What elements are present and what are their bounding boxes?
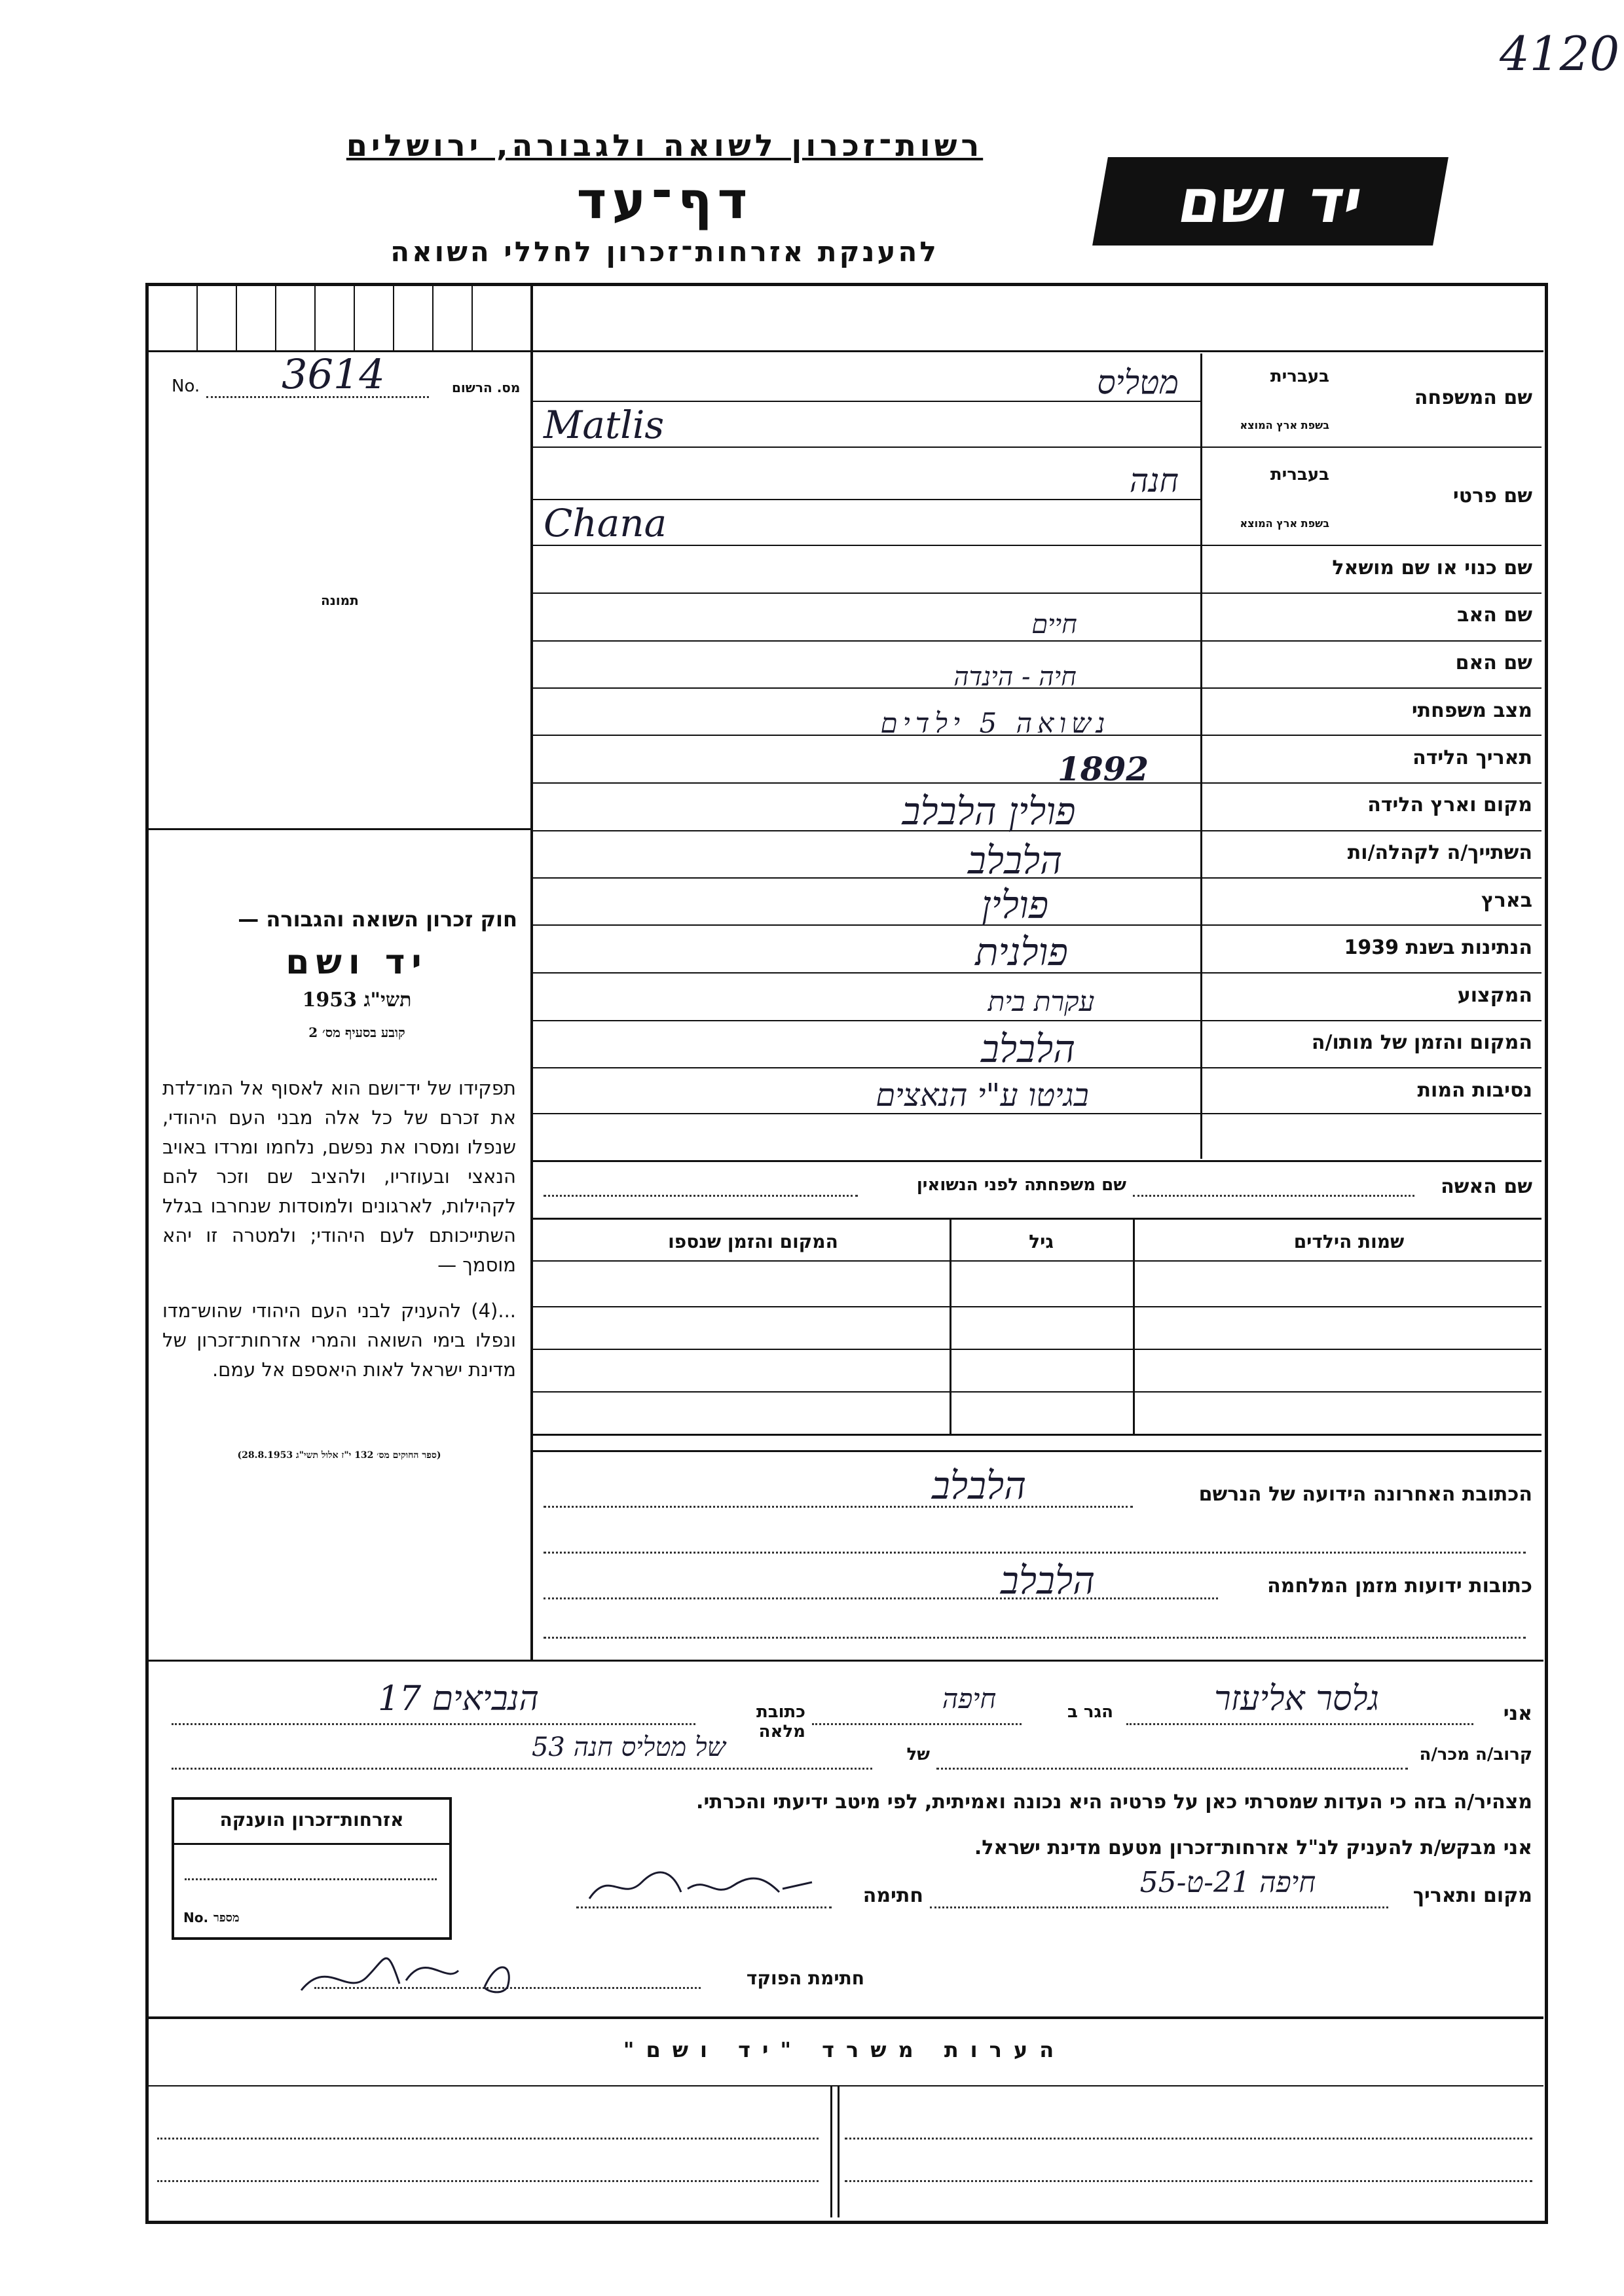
death-place-time-label: המקום והזמן של מותו/ה bbox=[1311, 1031, 1532, 1054]
of-label: של bbox=[906, 1745, 930, 1764]
form-title: דף־עד bbox=[576, 172, 753, 230]
first-name-hebrew-value: חנה bbox=[1129, 462, 1179, 500]
first-name-origin-sub: בשפת ארץ המוצא bbox=[1240, 517, 1329, 530]
corner-number: 4120 bbox=[1500, 26, 1620, 81]
office-notes-title: הערות משרד "יד ושם" bbox=[623, 2037, 1066, 2062]
citizenship-title: אזרחות־זכרון הוענקה bbox=[219, 1809, 404, 1831]
father-name-label: שם האב bbox=[1457, 604, 1532, 627]
family-name-label: שם המשפחה bbox=[1414, 386, 1532, 409]
law-year: תשי"ג 1953 bbox=[302, 989, 412, 1011]
nationality-label: הנתינות בשנת 1939 bbox=[1344, 936, 1532, 959]
children-death-header: המקום והזמן שנספו bbox=[668, 1231, 838, 1252]
law-footnote: (ספר החוקים מס׳ 132 י"ז אלול תשי"ג 28.8.1953) bbox=[237, 1450, 441, 1461]
birth-date-label: תאריך הלידה bbox=[1412, 746, 1532, 769]
logo-text: יד ושם bbox=[1173, 166, 1368, 236]
declarant-city-value: חיפה bbox=[942, 1683, 997, 1715]
last-address-label: הכתובת האחרונה הידועה של הנרשם bbox=[1198, 1483, 1532, 1506]
mother-name-value: חיה - הינדה bbox=[953, 662, 1077, 692]
marital-status-value: נשואה 5 ילדים bbox=[880, 707, 1111, 739]
law-title: חוק זכרון השואה והגבורה — bbox=[238, 907, 517, 932]
profession-label: המקצוע bbox=[1457, 984, 1532, 1007]
declarant-address-value: הנביאים 17 bbox=[377, 1679, 540, 1719]
father-name-value: חיים bbox=[1031, 610, 1077, 640]
birth-place-value: פולין הלבלב bbox=[902, 789, 1076, 833]
profession-value: עקרת בית bbox=[987, 985, 1095, 1017]
spouse-name-label: שם האשה bbox=[1441, 1175, 1532, 1198]
relative-value: של מטליס חנה 53 bbox=[531, 1732, 726, 1762]
nationality-value: פולנית bbox=[975, 930, 1068, 974]
relative-label: קרוב/ה מכר/ה bbox=[1419, 1745, 1532, 1764]
resides-label: הגר ב bbox=[1067, 1702, 1113, 1722]
citizenship-box bbox=[172, 1797, 452, 1940]
supervisor-signature-label: חתימת הפוקד bbox=[746, 1967, 864, 1989]
spouse-maiden-label: שם משפחתה לפני הנשואין bbox=[916, 1175, 1126, 1195]
citizenship-number-label: מספר bbox=[213, 1911, 240, 1925]
first-name-label: שם פרטי bbox=[1452, 484, 1532, 507]
form-subtitle: להענקת אזרחות־זכרון לחללי השואה bbox=[390, 236, 939, 268]
declaration-request: אני מבקש/ת להעניק לנ"ל אזרחות־זכרון מטעם מדינת ישראל. bbox=[974, 1836, 1532, 1859]
family-name-origin-sub: בשפת ארץ המוצא bbox=[1240, 419, 1329, 431]
law-text-1: תפקידו של יד־ושם הוא לאסוף אל המו־לדת את זכרם של כל אלה מבני העם היהודי, שנפלו ומסרו את נפשם, נלחמו ומרדו באויב הנאצי ובעוזריו, ולהציב שם וזכר להם לקהילות, לארגונים ולמוסדות שנחרבו בגלל השתייכותם לעם היהודי; ולמטרה זו יהא מוסמך — bbox=[162, 1077, 516, 1276]
community-label: השתייך/ה לקהלה/ות bbox=[1347, 841, 1532, 864]
law-section: קובע בסעיף מס׳ 2 bbox=[308, 1025, 405, 1040]
death-place-time-value: הלבלב bbox=[980, 1027, 1076, 1071]
declarant-signature bbox=[583, 1863, 819, 1908]
mother-name-label: שם האם bbox=[1455, 651, 1532, 674]
declarant-i-label: אני bbox=[1503, 1702, 1532, 1725]
community-value: הלבלב bbox=[967, 838, 1063, 883]
photo-label: תמונה bbox=[321, 592, 359, 608]
last-address-value: הלבלב bbox=[931, 1463, 1027, 1508]
family-name-hebrew-value: מטליס bbox=[1097, 363, 1179, 401]
place-date-value: חיפה 21-ט-55 bbox=[1139, 1866, 1316, 1899]
first-name-hebrew-sub: בעברית bbox=[1270, 465, 1329, 484]
signature-label: חתימה bbox=[862, 1884, 923, 1907]
law-text-2: ...(4) להעניק לבני העם היהודי שהוש־מדו ונפלו בימי השואה והמרי אזרחות־זכרון של מדינת ישראל לאות היאספם אל עמם. bbox=[162, 1300, 516, 1381]
children-age-header: גיל bbox=[1029, 1231, 1054, 1252]
place-date-label: מקום ותאריך bbox=[1412, 1884, 1532, 1907]
registration-number: 3614 bbox=[282, 350, 385, 398]
death-circumstances-label: נסיבות המות bbox=[1417, 1079, 1532, 1102]
marital-status-label: מצב משפחתי bbox=[1411, 699, 1532, 722]
death-circumstances-value: בגיטו ע"י הנאצים bbox=[876, 1077, 1089, 1114]
registration-label: מס. הרשום bbox=[452, 380, 521, 395]
law-name: יד ושם bbox=[286, 943, 428, 982]
full-address-label: כתובת מלאה bbox=[756, 1702, 805, 1741]
birth-date-value: 1892 bbox=[1058, 750, 1149, 788]
declaration-statement: מצהיר/ה בזה כי העדות שמסרתי כאן על פרטיה היא נכונה ואמיתית, לפי מיטב ידיעתי והכרתי. bbox=[696, 1791, 1532, 1813]
authority-line: רשות־זכרון לשואה ולגבורה, ירושלים bbox=[346, 128, 984, 163]
country-value: פולין bbox=[981, 883, 1049, 927]
nickname-label: שם כנוי או שם מושאל bbox=[1332, 556, 1532, 579]
war-address-label: כתובות ידועות מזמן המלחמה bbox=[1267, 1575, 1532, 1597]
supervisor-signature bbox=[288, 1938, 537, 1997]
declarant-name-value: גלסר אליעזר bbox=[1214, 1679, 1379, 1719]
yad-vashem-logo bbox=[1092, 157, 1449, 246]
registration-no-label: No. bbox=[172, 376, 200, 396]
country-label: בארץ bbox=[1481, 889, 1532, 912]
family-name-origin-value: Matlis bbox=[544, 403, 665, 447]
family-name-hebrew-sub: בעברית bbox=[1270, 367, 1329, 386]
first-name-origin-value: Chana bbox=[544, 501, 667, 545]
war-address-value: הלבלב bbox=[1000, 1558, 1096, 1603]
citizenship-no-label: No. bbox=[183, 1910, 209, 1925]
children-names-header: שמות הילדים bbox=[1293, 1231, 1405, 1252]
birth-place-label: מקום וארץ הלידה bbox=[1367, 793, 1532, 816]
